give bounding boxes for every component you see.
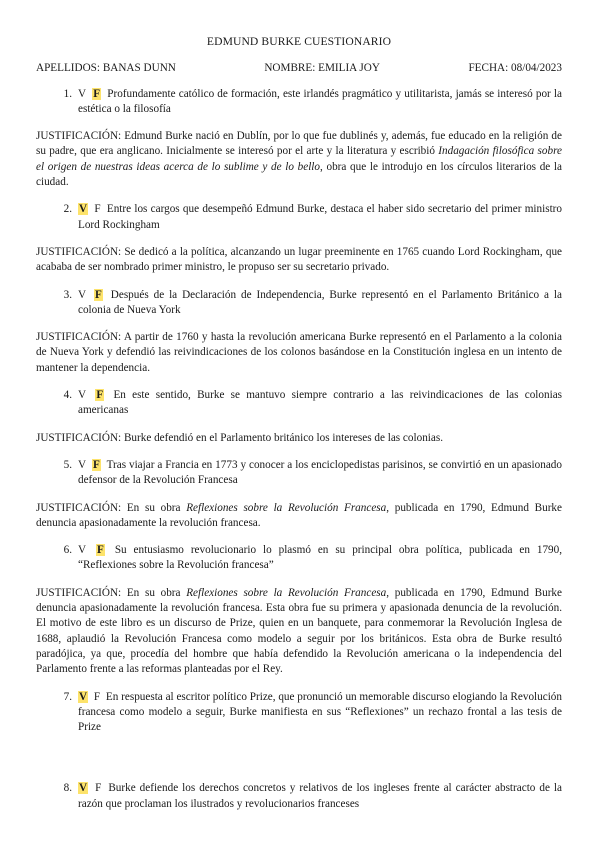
justification-text: JUSTIFICACIÓN: En su obra [36,586,187,599]
justification-1 [36,129,562,190]
question-text: En respuesta al escritor político Prize, que pronunció un memorable discurso elogiando la Revolución francesa como modelo a seguir, Burke manifiesta en sus “Reflexiones” un rechazo frontal a las tesis de Prize [78,690,562,734]
justification-text: , publicada en 1790, Edmund Burke denuncia apasionadamente la revolución francesa. Esta obra fue su primera y apasionada denuncia de la revolución. El motivo de este libro es un discurso de Prize, quien en un banquete, para conmemorar la Revolución Inglesa de 1688, aplaudió la Revolución Francesa como modelo a seguir por los británicos. Esta obra de Burke resultó paradójica, ya que, procedía del hombre que había defendido la Revolución americana o la independencia del Parlamento frente a las reformas planteadas por el Rey. [36,586,562,676]
question-1 [36,87,562,118]
fecha-field: FECHA: 08/04/2023 [468,62,562,75]
option-v[interactable]: V [79,690,88,703]
question-8 [36,781,562,812]
question-number: 5. [63,458,72,471]
question-text: En este sentido, Burke se mantuvo siempre contrario a las reivindicaciones de las colonias americanas [78,389,563,417]
option-v[interactable]: V [79,782,88,795]
justification-text: JUSTIFICACIÓN: Edmund Burke nació en Dublín, por lo que fue dublinés y, además, fue educado en la religión de su padre, que era anglicano. Inicialmente se interesó por el arte y la literatura y escribió [36,130,562,158]
question-number: 7. [63,690,72,703]
option-f[interactable]: F [93,458,100,471]
option-f[interactable]: F [96,389,104,402]
question-number: 1. [63,87,72,100]
justification-text: , obra que le introdujo en los círculos literarios de la ciudad. [36,160,562,189]
document-page [36,34,562,824]
option-f[interactable]: F [94,203,101,216]
work-title: Reflexiones sobre la Revolución Francesa [186,501,387,514]
justification-2 [36,245,562,276]
nombre-field: NOMBRE: EMILIA JOY [264,62,380,75]
justification-3 [36,330,562,376]
question-6 [36,543,562,574]
justification-text: JUSTIFICACIÓN: A partir de 1760 y hasta la revolución americana Burke representó en el Parlamento a la colonia de Nueva York y defendió las reivindicaciones de los colonos basándose en la Constitución inglesa en un intento de mantener la dependencia. [36,331,562,374]
option-f[interactable]: F [93,87,101,100]
option-f[interactable]: F [97,544,104,557]
question-number: 8. [63,782,72,795]
option-v[interactable]: V [78,544,87,557]
student-info [36,61,562,76]
option-f[interactable]: F [95,782,102,795]
question-text: Tras viajar a Francia en 1773 y conocer a los enciclopedistas parisinos, se convirtió en un apasionado defensor de la Revolución Francesa [78,458,562,487]
question-text: Su entusiasmo revolucionario lo plasmó en su principal obra política, publicada en 1790, “Reflexiones sobre la Revolución francesa” [78,544,563,572]
question-4 [36,388,562,419]
justification-text: JUSTIFICACIÓN: Se dedicó a la política, alcanzando un lugar preeminente en 1765 cuando Lord Rockingham, que acababa de ser nombrado primer ministro, le propuso ser su secretario privado. [36,245,562,274]
option-v[interactable]: V [79,203,88,216]
question-7 [36,690,562,736]
document-title: EDMUND BURKE CUESTIONARIO [206,35,392,48]
question-number: 3. [63,288,72,301]
question-text: Después de la Declaración de Independencia, Burke representó en el Parlamento Británico a la colonia de Nueva York [78,288,563,316]
justification-text: JUSTIFICACIÓN: En su obra [36,501,187,514]
justification-5 [36,501,562,532]
justification-4 [36,431,562,446]
option-v[interactable]: V [78,87,87,100]
option-f[interactable]: F [95,288,102,301]
blank-space [36,747,562,781]
question-number: 6. [63,544,72,557]
question-3 [36,288,562,319]
work-title: Indagación filosófica sobre el origen de nuestras ideas acerca de lo sublime y de lo bello [36,145,562,173]
question-text: Profundamente católico de formación, este irlandés pragmático y utilitarista, jamás se interesó por la estética o la filosofía [78,87,562,115]
apellidos-field: APELLIDOS: BANAS DUNN [36,62,176,75]
question-5 [36,458,562,489]
option-v[interactable]: V [78,389,87,402]
question-text: Burke defiende los derechos concretos y relativos de los ingleses frente al carácter abstracto de la razón que proclaman los ilustrados y revolucionarios franceses [78,782,563,810]
option-f[interactable]: F [93,690,101,703]
justification-text: JUSTIFICACIÓN: Burke defendió en el Parlamento británico los intereses de las colonias. [36,431,444,444]
question-2 [36,202,562,233]
question-text: Entre los cargos que desempeñó Edmund Burke, destaca el haber sido secretario del primer ministro Lord Rockingham [78,203,563,231]
justification-text: , publicada en 1790, Edmund Burke denuncia apasionadamente la revolución francesa. [36,501,562,529]
option-v[interactable]: V [78,458,87,471]
question-number: 2. [63,203,72,216]
question-number: 4. [63,389,72,402]
work-title: Reflexiones sobre la Revolución Francesa [186,586,387,599]
justification-6 [36,586,562,678]
option-v[interactable]: V [78,288,87,301]
